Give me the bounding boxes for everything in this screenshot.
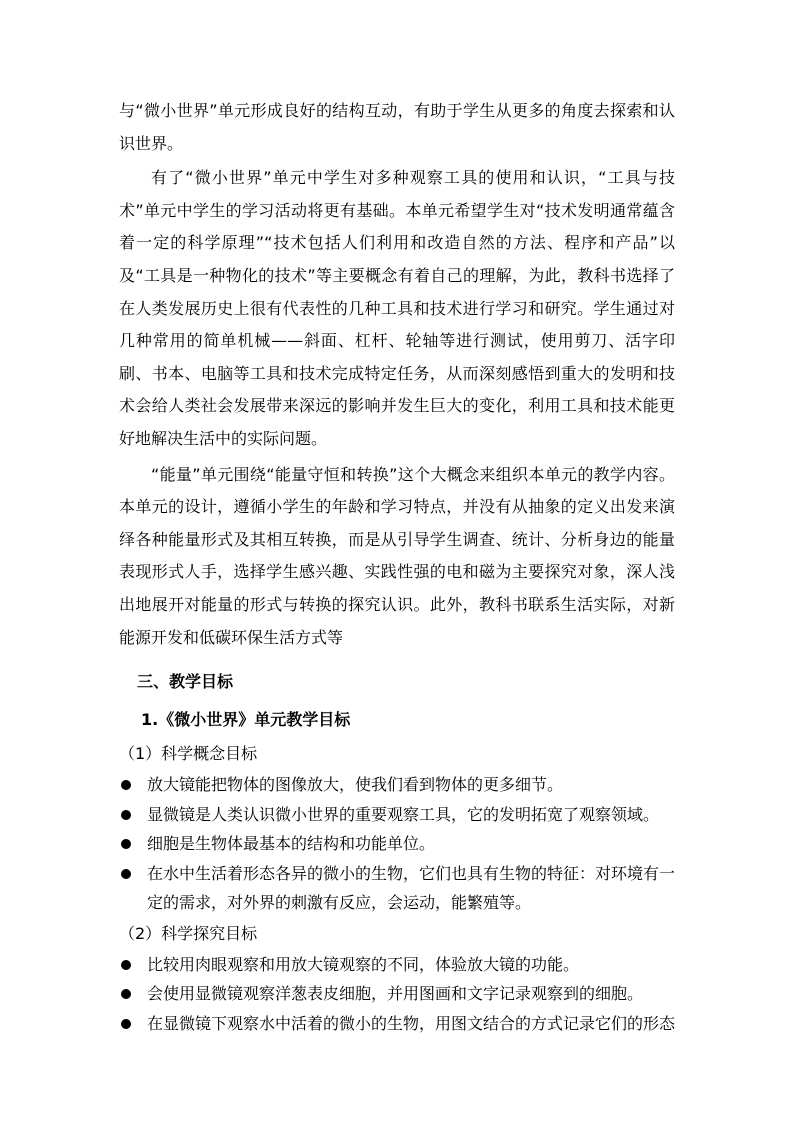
bullet-icon (121, 869, 131, 879)
list-item-text: 显微镜是人类认识微小世界的重要观察工具，它的发明拓宽了观察领域。 (147, 804, 660, 824)
label-science-inquiry-goals: （2）科学探究目标 (119, 923, 258, 943)
bullet-icon (121, 1019, 131, 1029)
list-item-text: 会使用显微镜观察洋葱表皮细胞，并用图画和文字记录观察到的细胞。 (147, 984, 644, 1004)
section-heading-teaching-goals: 三、教学目标 (137, 672, 234, 692)
list-item (119, 829, 675, 859)
list-item-text: 比较用肉眼观察和用放大镜观察的不同，体验放大镜的功能。 (147, 954, 580, 974)
inquiry-goal-list (119, 950, 675, 1039)
list-item-text: 放大镜能把物体的图像放大，使我们看到物体的更多细节。 (147, 775, 564, 795)
bullet-icon (121, 960, 131, 970)
paragraph-energy-unit: “能量”单元围绕“能量守恒和转换”这个大概念来组织本单元的教学内容。本单元的设计，遵循小学生的年龄和学习特点，并没有从抽象的定义出发来演绎各种能量形式及其相互转换，而是从引导学生调查、统计、分析身边的能量表现形式人手，选择学生感兴趣、实践性强的电和磁为主要探究对象，深人浅出地展开对能量的形式与转换的探究认识。此外，教科书联系生活实际，对新能源开发和低碳环保生活方式等 (119, 464, 675, 647)
list-item (119, 800, 675, 830)
concept-goal-list (119, 770, 675, 918)
list-item-text: 在显微镜下观察水中活着的微小的生物，用图文结合的方式记录它们的形态 (147, 1013, 676, 1033)
document-page (119, 95, 675, 1038)
paragraph-tools-and-technology: 有了“微小世界”单元中学生对多种观察工具的使用和认识，“工具与技术”单元中学生的学习活动将更有基础。本单元希望学生对“技术发明通常蕴含着一定的科学原理”“技术包括人们利用和改造自然的方法、程序和产品”以及“工具是一种物化的技术”等主要概念有着自己的理解，为此，教科书选择了在人类发展历史上很有代表性的几种工具和技术进行学习和研究。学生通过对几种常用的简单机械——斜面、杠杆、轮轴等进行测试，使用剪刀、活字印刷、书本、电脑等工具和技术完成特定任务，从而深刻感悟到重大的发明和技术会给人类社会发展带来深远的影响并发生巨大的变化，利用工具和技术能更好地解决生活中的实际问题。 (119, 168, 675, 448)
list-item (119, 979, 675, 1009)
bullet-icon (121, 810, 131, 820)
bullet-icon (121, 839, 131, 849)
bullet-icon (121, 780, 131, 790)
list-item (119, 950, 675, 980)
paragraph-micro-world-continuation: 与“微小世界”单元形成良好的结构互动，有助于学生从更多的角度去探索和认识世界。 (119, 101, 675, 153)
list-item-text: 细胞是生物体最基本的结构和功能单位。 (147, 834, 436, 854)
list-item (119, 1009, 675, 1039)
bullet-icon (121, 989, 131, 999)
list-item (119, 859, 675, 918)
list-item (119, 770, 675, 800)
subheading-micro-world-goals: 1.《微小世界》单元教学目标 (141, 710, 351, 730)
label-science-concept-goals: （1）科学概念目标 (119, 744, 258, 764)
list-item-text: 在水中生活着形态各异的微小的生物，它们也具有生物的特征：对环境有一定的需求，对外界的刺激有反应，会运动，能繁殖等。 (147, 863, 676, 913)
